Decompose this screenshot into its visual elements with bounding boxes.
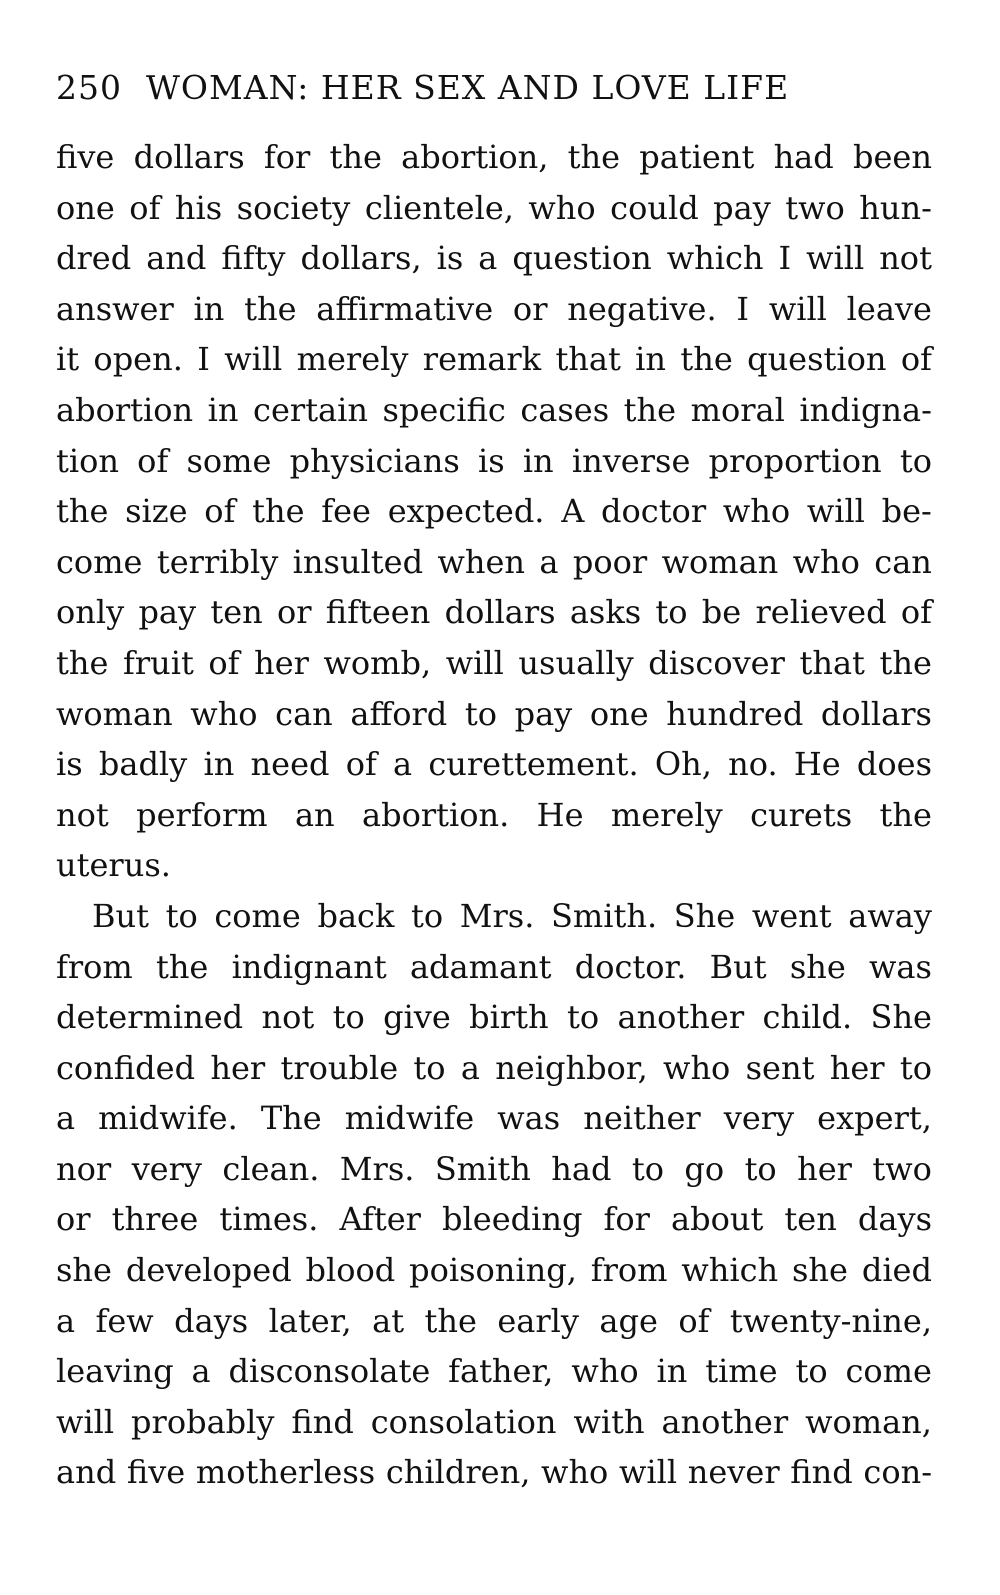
word: who — [541, 1453, 609, 1492]
word: very — [723, 1099, 795, 1138]
word: leave — [846, 289, 932, 328]
word: three — [111, 1200, 199, 1239]
text-line — [56, 436, 932, 487]
word: the — [879, 795, 932, 834]
word: days — [174, 1301, 249, 1340]
word: in — [193, 289, 225, 328]
word: not — [261, 998, 315, 1037]
word: who — [663, 1048, 731, 1087]
word: But — [709, 947, 767, 986]
word: He — [536, 795, 584, 834]
word: days — [857, 1200, 932, 1239]
word: affirmative — [316, 289, 494, 328]
word: had — [551, 1149, 612, 1188]
word: and — [146, 239, 207, 278]
word: of — [129, 188, 161, 227]
word: a — [478, 239, 498, 278]
word: sent — [745, 1048, 815, 1087]
word: the — [56, 492, 109, 531]
word: discover — [648, 643, 785, 682]
word: I — [197, 340, 210, 379]
word: to — [410, 896, 444, 935]
running-head-title: WOMAN: HER SEX AND LOVE LIFE — [146, 68, 790, 107]
text-line — [56, 790, 932, 841]
word: for — [603, 1200, 650, 1239]
word: of — [900, 340, 932, 379]
word: woman — [661, 542, 779, 581]
word: certain — [253, 390, 368, 429]
text-line — [56, 739, 932, 790]
word: died — [861, 1251, 932, 1290]
word: come — [56, 542, 143, 581]
word: a — [539, 542, 559, 581]
word: fifty — [221, 239, 286, 278]
word: from — [590, 1251, 668, 1290]
word: time — [705, 1352, 778, 1391]
word: Mrs. — [459, 896, 535, 935]
word: to — [332, 998, 365, 1037]
word: to — [413, 1048, 446, 1087]
word: is — [436, 239, 464, 278]
word: Mrs. — [339, 1149, 415, 1188]
word: merely — [610, 795, 723, 834]
word: later, — [268, 1301, 352, 1340]
word: in — [635, 340, 667, 379]
word: an — [294, 795, 335, 834]
word: dred — [56, 239, 132, 278]
word: motherless — [195, 1453, 376, 1492]
word: five — [126, 1453, 186, 1492]
word: can — [874, 542, 932, 581]
word: midwife — [344, 1099, 475, 1138]
word: merely — [296, 340, 409, 379]
text-line — [56, 183, 932, 234]
text-line — [56, 638, 932, 689]
word: be — [701, 593, 742, 632]
word: very — [131, 1149, 202, 1188]
word: probably — [131, 1402, 275, 1441]
word: the — [424, 1301, 477, 1340]
word: twenty-nine, — [729, 1301, 932, 1340]
text-line — [56, 1043, 932, 1094]
word: question — [747, 340, 887, 379]
word: one — [56, 188, 115, 227]
word: tion — [56, 441, 119, 480]
text-line — [56, 537, 932, 588]
word: of — [678, 1301, 710, 1340]
word: give — [383, 998, 451, 1037]
word: the — [680, 340, 733, 379]
word: is — [56, 745, 83, 784]
word: from — [56, 947, 133, 986]
word: Smith. — [550, 896, 658, 935]
paragraph — [56, 891, 932, 1498]
word: nor — [56, 1149, 112, 1188]
word: developed — [125, 1251, 292, 1290]
word: the — [155, 947, 209, 986]
text-line — [56, 689, 932, 740]
word: when — [437, 542, 525, 581]
word: fifteen — [325, 593, 431, 632]
word: some — [186, 441, 272, 480]
word: who — [571, 1352, 639, 1391]
word: to — [899, 1048, 932, 1087]
word: abortion, — [401, 138, 549, 176]
word: But — [92, 896, 149, 935]
word: of — [137, 441, 169, 480]
page-number: 250 — [56, 68, 122, 107]
word: dollars — [444, 593, 556, 632]
word: answer — [56, 289, 174, 328]
word: which — [666, 239, 764, 278]
word: is — [477, 441, 505, 480]
word: the — [244, 289, 297, 328]
word: can — [275, 694, 333, 733]
word: or — [512, 289, 548, 328]
word: patient — [639, 138, 755, 176]
word: neighbor, — [495, 1048, 648, 1087]
word: was — [497, 1099, 561, 1138]
word: be- — [881, 492, 932, 531]
word: trouble — [280, 1048, 399, 1087]
word: insulted — [292, 542, 424, 581]
word: age — [599, 1301, 658, 1340]
word: to — [464, 694, 497, 733]
word: will — [768, 289, 827, 328]
word: at — [372, 1301, 405, 1340]
word: a — [56, 1099, 76, 1138]
text-line — [56, 334, 932, 385]
text-line — [56, 233, 932, 284]
word: con- — [863, 1453, 932, 1492]
text-line — [56, 1346, 932, 1397]
word: the — [329, 138, 382, 176]
word: I — [778, 239, 792, 278]
running-head — [56, 62, 932, 114]
word: times. — [219, 1200, 319, 1239]
word: she — [792, 1251, 848, 1290]
text-line — [56, 1093, 932, 1144]
word: After — [339, 1200, 421, 1239]
word: not — [879, 239, 932, 278]
word: He — [793, 745, 841, 784]
word: only — [56, 593, 125, 632]
word: in — [522, 441, 554, 480]
word: society — [236, 188, 351, 227]
word: size — [125, 492, 188, 531]
word: come — [845, 1352, 932, 1391]
text-line — [56, 1144, 932, 1195]
word: she — [789, 947, 846, 986]
word: another — [617, 998, 745, 1037]
word: expected. — [387, 492, 545, 531]
word: dollars, — [300, 239, 422, 278]
word: clean. — [222, 1149, 320, 1188]
word: his — [174, 188, 223, 227]
word: will — [618, 1453, 678, 1492]
word: the — [879, 643, 932, 682]
word: been — [852, 138, 932, 176]
word: her — [797, 1149, 852, 1188]
word: clientele, — [364, 188, 514, 227]
word: with — [573, 1402, 645, 1441]
word: to — [744, 1149, 777, 1188]
word: badly — [98, 745, 188, 784]
word: to — [165, 896, 198, 935]
text-line — [56, 1447, 932, 1498]
text-line — [56, 1296, 932, 1347]
word: back — [317, 896, 395, 935]
word: usually — [518, 643, 634, 682]
word: consolation — [370, 1402, 557, 1441]
word: hundred — [666, 694, 804, 733]
word: expert, — [817, 1099, 932, 1138]
word: come — [214, 896, 301, 935]
paragraph — [56, 132, 932, 891]
word: doctor. — [574, 947, 687, 986]
word: two — [785, 188, 845, 227]
word: a — [393, 745, 413, 784]
word: will — [224, 340, 283, 379]
word: children, — [385, 1453, 531, 1492]
word: to — [631, 1149, 664, 1188]
word: curets — [750, 795, 853, 834]
word: remark — [422, 340, 542, 379]
word: no. — [728, 745, 778, 784]
word: physicians — [289, 441, 460, 480]
word: asks — [569, 593, 642, 632]
word: proportion — [708, 441, 882, 480]
word: never — [687, 1453, 780, 1492]
word: womb, — [323, 643, 432, 682]
word: pay — [514, 694, 573, 733]
word: the — [56, 643, 109, 682]
word: A — [561, 492, 585, 531]
word: fee — [321, 492, 371, 531]
word: who — [190, 694, 258, 733]
word: does — [856, 745, 932, 784]
word: of — [208, 643, 240, 682]
text-line: uterus. — [56, 846, 171, 885]
word: who — [722, 492, 791, 531]
word: was — [869, 947, 932, 986]
word: or — [276, 593, 312, 632]
word: blood — [305, 1251, 396, 1290]
word: will — [806, 239, 865, 278]
word: find — [790, 1453, 853, 1492]
word: woman, — [805, 1402, 932, 1441]
word: The — [260, 1099, 322, 1138]
word: open. — [93, 340, 183, 379]
word: a — [191, 1352, 211, 1391]
text-line — [56, 284, 932, 335]
word: father, — [448, 1352, 554, 1391]
word: two — [872, 1149, 932, 1188]
word: ten — [210, 593, 263, 632]
word: determined — [56, 998, 244, 1037]
word: curettement. — [428, 745, 639, 784]
word: disconsolate — [228, 1352, 431, 1391]
word: adamant — [409, 947, 552, 986]
word: few — [95, 1301, 154, 1340]
word: she — [56, 1251, 112, 1290]
word: moral — [690, 390, 785, 429]
text-line — [56, 486, 932, 537]
word: her — [210, 1048, 266, 1087]
word: another — [661, 1402, 789, 1441]
word: her — [829, 1048, 885, 1087]
text-line — [56, 992, 932, 1043]
book-page — [56, 62, 932, 1498]
text-line — [56, 587, 932, 638]
word: indignant — [231, 947, 387, 986]
word: not — [56, 795, 109, 834]
word: will — [806, 492, 865, 531]
word: that — [555, 340, 621, 379]
word: about — [671, 1200, 764, 1239]
text-line — [56, 132, 932, 183]
word: a — [460, 1048, 480, 1087]
word: poor — [572, 542, 648, 581]
word: fruit — [122, 643, 194, 682]
word: woman — [56, 694, 173, 733]
word: hun- — [859, 188, 932, 227]
text-line — [56, 942, 932, 993]
word: She — [870, 998, 932, 1037]
word: indigna- — [799, 390, 932, 429]
word: pay — [713, 188, 771, 227]
word: specific — [382, 390, 506, 429]
word: that — [799, 643, 865, 682]
word: the — [567, 138, 621, 176]
word: midwife. — [98, 1099, 238, 1138]
word: terribly — [156, 542, 279, 581]
word: to — [567, 998, 600, 1037]
word: who — [792, 542, 860, 581]
word: went — [751, 896, 832, 935]
word: or — [56, 1200, 91, 1239]
word: away — [848, 896, 932, 935]
word: child. — [762, 998, 853, 1037]
word: one — [589, 694, 649, 733]
word: the — [252, 492, 305, 531]
word: question — [512, 239, 652, 278]
text-line — [56, 1397, 932, 1448]
word: will — [445, 643, 504, 682]
word: Oh, — [654, 745, 712, 784]
word: abortion. — [362, 795, 510, 834]
word: it — [56, 340, 80, 379]
word: Smith — [434, 1149, 531, 1188]
word: who — [528, 188, 596, 227]
word: relieved — [755, 593, 887, 632]
word: birth — [469, 998, 549, 1037]
word: bleeding — [442, 1200, 583, 1239]
word: five — [56, 138, 115, 176]
word: leaving — [56, 1352, 174, 1391]
word: I — [736, 289, 750, 328]
word: abortion — [56, 390, 194, 429]
word: dollars — [820, 694, 932, 733]
text-line — [56, 891, 932, 942]
word: early — [497, 1301, 579, 1340]
word: poisoning, — [409, 1251, 577, 1290]
word: to — [655, 593, 688, 632]
word: could — [610, 188, 699, 227]
text-line — [56, 1194, 932, 1245]
word: which — [681, 1251, 779, 1290]
word: cases — [520, 390, 610, 429]
text-line — [56, 1245, 932, 1296]
word: She — [673, 896, 736, 935]
word: will — [56, 1402, 115, 1441]
word: afford — [350, 694, 448, 733]
word: of — [345, 745, 377, 784]
word: ten — [784, 1200, 837, 1239]
body-text — [56, 132, 932, 1498]
word: find — [291, 1402, 354, 1441]
word: of — [204, 492, 236, 531]
word: negative. — [567, 289, 717, 328]
word: had — [773, 138, 834, 176]
word: go — [684, 1149, 725, 1188]
word: of — [900, 593, 932, 632]
word: the — [623, 390, 677, 429]
word: doctor — [601, 492, 707, 531]
word: in — [656, 1352, 688, 1391]
text-line — [56, 385, 932, 436]
word: her — [254, 643, 309, 682]
word: perform — [136, 795, 268, 834]
word: to — [795, 1352, 828, 1391]
word: a — [56, 1301, 76, 1340]
word: in — [207, 390, 239, 429]
word: confided — [56, 1048, 196, 1087]
word: need — [250, 745, 330, 784]
word: in — [203, 745, 235, 784]
word: for — [263, 138, 311, 176]
word: to — [899, 441, 932, 480]
word: and — [56, 1453, 117, 1492]
word: dollars — [133, 138, 245, 176]
word: neither — [583, 1099, 701, 1138]
word: inverse — [571, 441, 691, 480]
word: pay — [138, 593, 197, 632]
